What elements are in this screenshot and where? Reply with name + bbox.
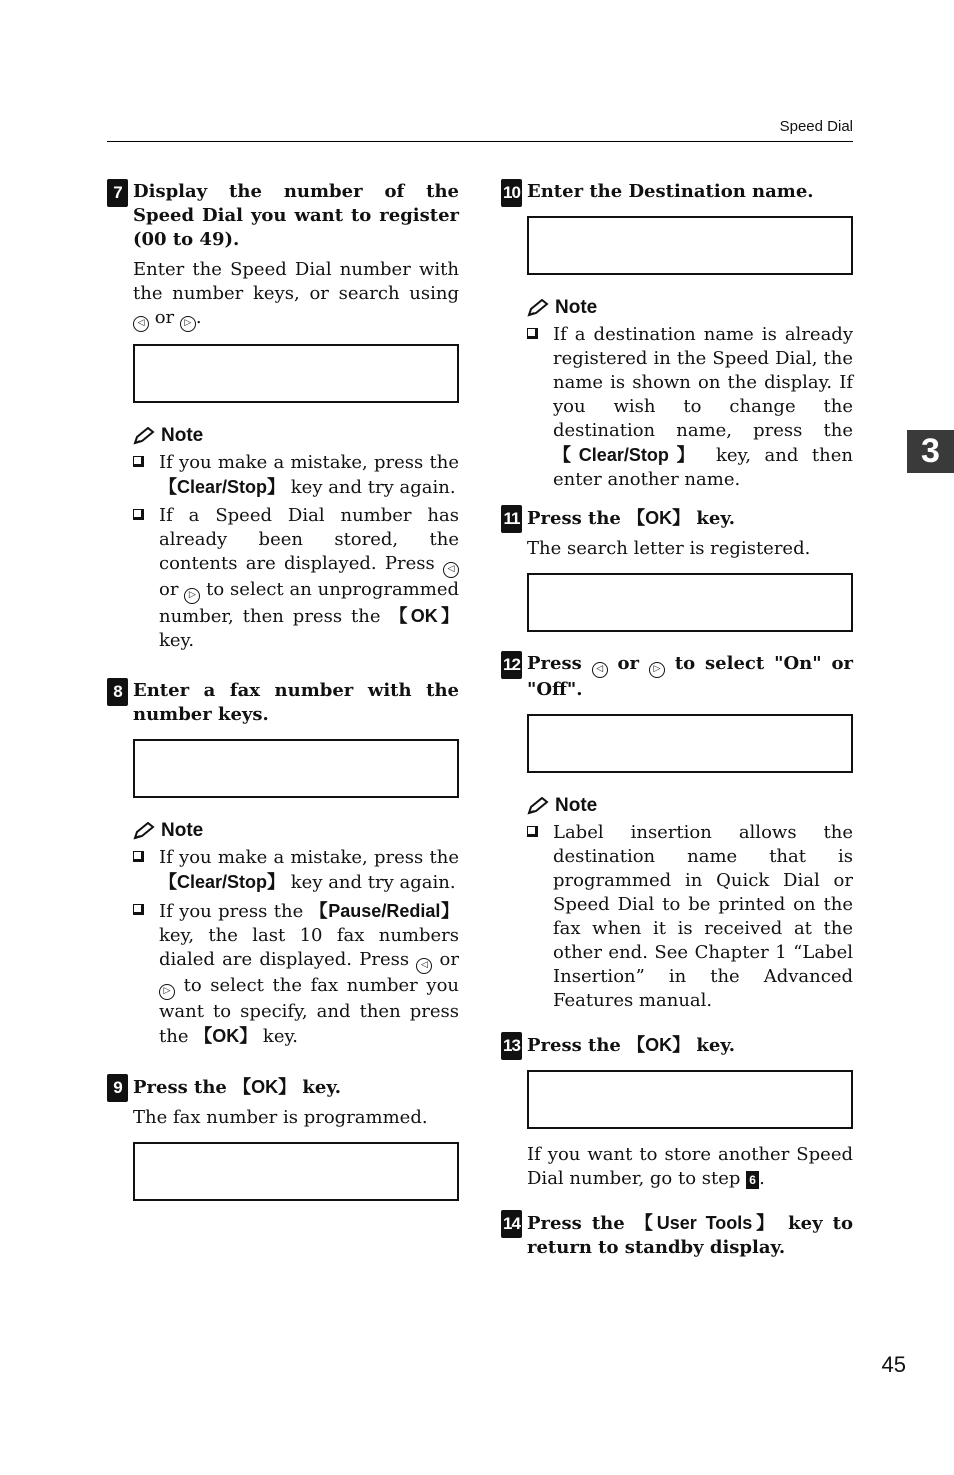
lcd-display bbox=[527, 216, 853, 275]
right-column bbox=[501, 180, 853, 1260]
step-8 bbox=[107, 679, 459, 1049]
lcd-display bbox=[527, 714, 853, 773]
note-item: If a destination name is already registered in the Speed Dial, the name is shown on the display. If you wish to change the destination name, press the 【Clear/Stop】 key, and then enter another name. bbox=[527, 323, 853, 492]
step-7 bbox=[107, 180, 459, 653]
pause-redial-key: 【Pause/Redial】 bbox=[309, 901, 459, 921]
right-arrow-icon: ▷ bbox=[649, 662, 665, 678]
lcd-display bbox=[133, 739, 459, 798]
step-9 bbox=[107, 1075, 459, 1201]
ok-key: 【OK】 bbox=[627, 1035, 691, 1055]
step-heading: Press ◁ or ▷ to select "On" or "Off". bbox=[527, 653, 853, 700]
step-12 bbox=[501, 652, 853, 1013]
step-number: 10 bbox=[501, 179, 522, 207]
note: Note Label insertion allows the destination name that is programmed in Quick Dial or Speed Dial to be printed on the fax when it is received at the other end. See Chapter 1 “Label Insertion” in the Advanced Features manual. bbox=[527, 795, 853, 1013]
chapter-tab: 3 bbox=[907, 430, 954, 473]
pencil-icon bbox=[527, 299, 549, 317]
left-arrow-icon: ◁ bbox=[416, 958, 432, 974]
note-item: If you press the 【Pause/Redial】 key, the last 10 fax numbers dialed are displayed. Press ◁ or ▷ to select the fax number you want to specify, and then press the 【OK】 key. bbox=[133, 899, 459, 1049]
note: Note If you make a mistake, press the 【Clear/Stop】 key and try again. If a Speed Dial number has already been stored, the contents are displayed. Press ◁ or ▷ to select an unprogrammed number, then press the 【OK】 key. bbox=[133, 425, 459, 653]
step-number: 14 bbox=[501, 1210, 522, 1238]
lcd-display bbox=[133, 344, 459, 403]
left-arrow-icon: ◁ bbox=[443, 562, 459, 578]
lcd-display bbox=[527, 573, 853, 632]
lcd-display bbox=[133, 1142, 459, 1201]
step-10 bbox=[501, 180, 853, 492]
step-number: 13 bbox=[501, 1032, 522, 1060]
ok-key: 【OK】 bbox=[233, 1077, 297, 1097]
user-tools-key: 【User Tools】 bbox=[634, 1213, 779, 1233]
step-body: The search letter is registered. bbox=[527, 538, 811, 559]
step-heading: Display the number of the Speed Dial you want to register (00 to 49). bbox=[133, 181, 459, 250]
right-arrow-icon: ▷ bbox=[159, 984, 175, 1000]
clear-stop-key: 【Clear/Stop】 bbox=[553, 445, 703, 465]
step-heading: Enter the Destination name. bbox=[527, 181, 814, 202]
ok-key: 【OK】 bbox=[194, 1026, 258, 1046]
step-heading: Press the 【OK】 key. bbox=[527, 508, 735, 529]
step-body: Enter the Speed Dial number with the number keys, or search using ◁ or ▷ . bbox=[133, 258, 459, 332]
step-11 bbox=[501, 506, 853, 632]
step-body: If you want to store another Speed Dial number, go to step 6 . bbox=[527, 1144, 853, 1189]
note: Note If you make a mistake, press the 【Clear/Stop】 key and try again. If you press the 【Pause/Redial】 key, the last 10 fax numbers dialed are displayed. Press ◁ or ▷ to select the fax number you want to specify, and then press the 【OK】 key. bbox=[133, 820, 459, 1049]
ok-key: 【OK】 bbox=[627, 508, 691, 528]
note-item: If you make a mistake, press the 【Clear/Stop】 key and try again. bbox=[133, 846, 459, 895]
pencil-icon bbox=[133, 427, 155, 445]
lcd-display bbox=[527, 1070, 853, 1129]
step-reference: 6 bbox=[746, 1171, 759, 1189]
right-arrow-icon: ▷ bbox=[180, 316, 196, 332]
step-number: 9 bbox=[107, 1074, 128, 1102]
note-item: Label insertion allows the destination name that is programmed in Quick Dial or Speed Dial to be printed on the fax when it is received at the other end. See Chapter 1 “Label Insertion” in the Advanced Features manual. bbox=[527, 821, 853, 1013]
step-heading: Press the 【OK】 key. bbox=[133, 1077, 341, 1098]
step-number: 11 bbox=[501, 505, 522, 533]
right-arrow-icon: ▷ bbox=[184, 588, 200, 604]
step-heading: Press the 【OK】 key. bbox=[527, 1035, 735, 1056]
clear-stop-key: 【Clear/Stop】 bbox=[159, 872, 286, 892]
note: Note If a destination name is already registered in the Speed Dial, the name is shown on the display. If you wish to change the destination name, press the 【Clear/Stop】 key, and then enter another name. bbox=[527, 297, 853, 492]
left-arrow-icon: ◁ bbox=[592, 662, 608, 678]
left-arrow-icon: ◁ bbox=[133, 316, 149, 332]
header-rule bbox=[107, 141, 853, 142]
step-body: The fax number is programmed. bbox=[133, 1107, 428, 1128]
step-heading: Enter a fax number with the number keys. bbox=[133, 680, 459, 725]
step-heading: Press the 【User Tools】 key to return to standby display. bbox=[527, 1213, 853, 1258]
ok-key: 【OK】 bbox=[389, 606, 460, 626]
pencil-icon bbox=[527, 797, 549, 815]
clear-stop-key: 【Clear/Stop】 bbox=[159, 477, 286, 497]
step-number: 7 bbox=[107, 179, 128, 207]
pencil-icon bbox=[133, 822, 155, 840]
note-item: If you make a mistake, press the 【Clear/Stop】 key and try again. bbox=[133, 451, 459, 500]
step-14 bbox=[501, 1211, 853, 1260]
step-13 bbox=[501, 1033, 853, 1191]
page-number: 45 bbox=[881, 1352, 906, 1377]
left-column bbox=[107, 180, 459, 1201]
step-number: 8 bbox=[107, 678, 128, 706]
step-number: 12 bbox=[501, 651, 522, 679]
note-item: If a Speed Dial number has already been stored, the contents are displayed. Press ◁ or ▷ to select an unprogrammed number, then press the 【OK】 key. bbox=[133, 504, 459, 653]
header-title: Speed Dial bbox=[779, 118, 853, 135]
